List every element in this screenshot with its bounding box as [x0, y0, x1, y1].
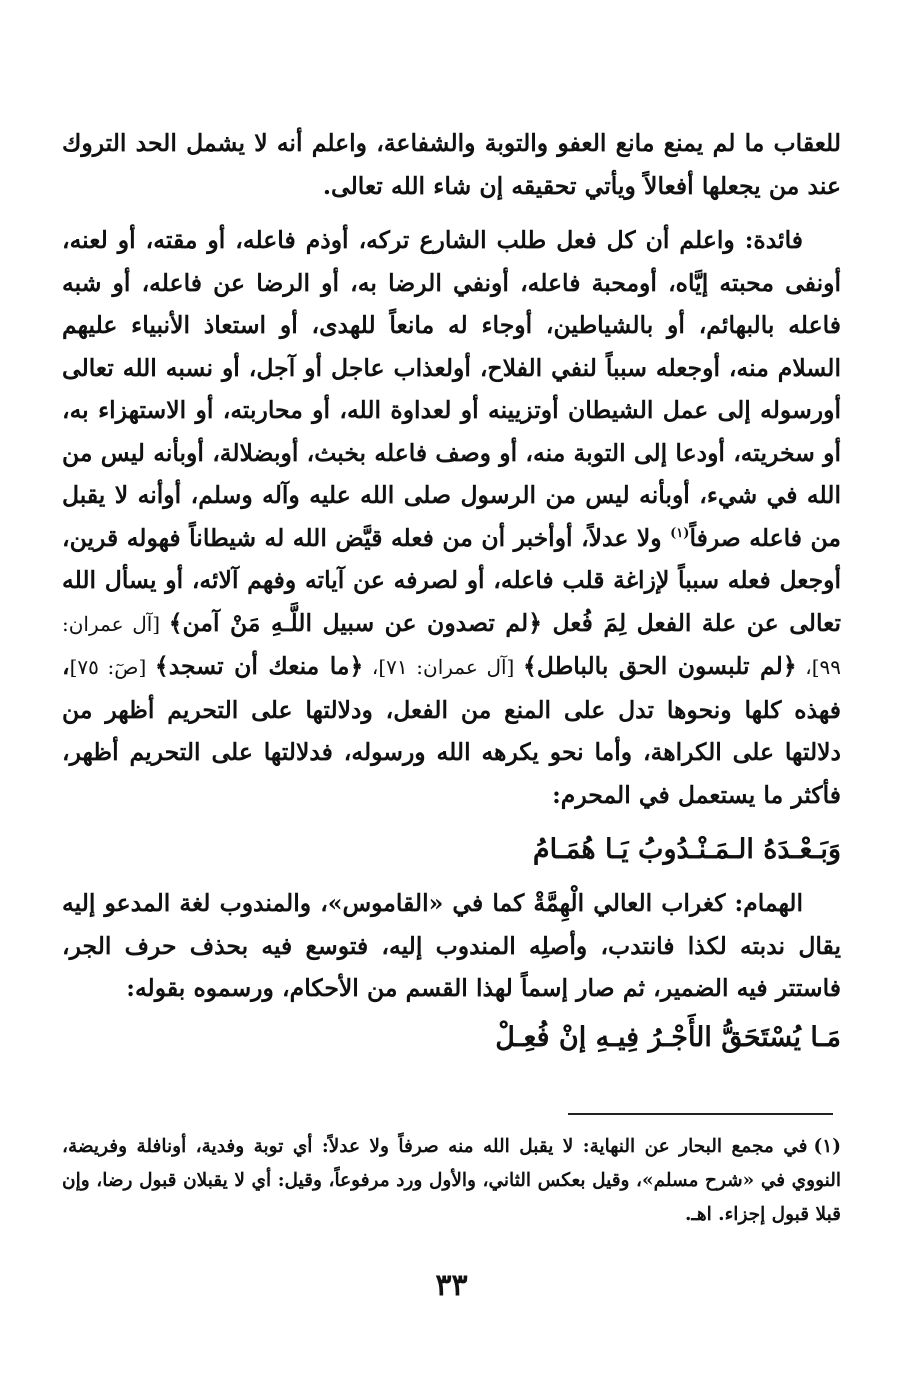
quran-quote-1: ﴿لم تصدون عن سبيل اللَّـهِ مَنْ آمن﴾ [168, 608, 542, 637]
faida-text-end: ، فهذه كلها ونحوها تدل على المنع من الفعل، ودلالتها على التحريم أظهر من دلالتها على الكراهة، وأما نحو يكرهه الله ورسوله، فدلالتها على التحريم أظهر، فأكثر ما يستعمل في المحرم: [62, 652, 841, 809]
quran-quote-3: ﴿ما منعك أن تسجد﴾ [154, 652, 364, 680]
faida-text-before-note: فائدة: واعلم أن كل فعل طلب الشارع تركه، أوذم فاعله، أو مقته، أو لعنه، أونفى محبته إيَّاه، أومحبة فاعله، أونفي الرضا به، أو الرضا عن فاعله، أو شبه فاعله بالبهائم، أو بالشياطين، أوجاء له مانعاً للهدى، أو استعاذ الأنبياء عليهم السلام منه، أوجعله سبباً لنفي الفلاح، أولعذاب عاجل أو آجل، أو نسبه الله تعالى أورسوله إلى عمل الشيطان أوتزيينه أو لعداوة الله، أو محاربته، أو الاستهزاء به، أو سخريته، أودعا إلى التوبة منه، أو وصف فاعله بخبث، أوبضلالة، أوبأنه ليس من الله في شيء، أوبأنه ليس من الرسول صلى الله عليه وآله وسلم، أوأنه لا يقبل من فاعله صرفاً [62, 226, 841, 552]
footnote-number: (١) [813, 1136, 841, 1157]
poem-verse-1: وَبَـعْـدَهُ الـمَـنْـدُوبُ يَـا هُمَـامُ [532, 834, 841, 865]
quran-quote-2: ﴿لم تلبسون الحق بالباطل﴾ [523, 652, 797, 680]
footnote-text: في مجمع البحار عن النهاية: لا يقبل الله منه صرفاً ولا عدلاً: أي توبة وفدية، أونافلة وفريضة، النووي في «شرح مسلم»، وقيل بعكس الثاني، والأول ورد مرفوعاً، وقيل: أي لا يقبلان قبول رضا، وإن قبلا قبول إجزاء. اهـ. [62, 1136, 841, 1225]
paragraph-faida [62, 219, 841, 816]
faida-text-after-note: ولا عدلاً، أوأخبر أن من فعله قيَّض الله له شيطاناً فهوله قرين، أوجعل فعله سبباً لإزاغة قلب فاعله، أو لصرفه عن آياته وفهم آلائه، أو يسأل الله تعالى عن علة الفعل لِمَ فُعل [62, 523, 841, 637]
main-text [62, 122, 841, 1060]
paragraph-continuation: للعقاب ما لم يمنع مانع العفو والتوبة والشفاعة، واعلم أنه لا يشمل الحد التروك عند من يجعلها أفعالاً ويأتي تحقيقه إن شاء الله تعالى. [62, 129, 841, 200]
footnote-section [62, 1130, 841, 1232]
poem-verse-2: مَـا يُسْتَحَقُّ الأَجْـرُ فِيـهِ إنْ فُعِـلْ [495, 1021, 841, 1053]
quran-reference-2: [آل عمران: ٧١]، [363, 655, 523, 679]
page-number: ٣٣ [435, 1268, 468, 1303]
quran-reference-3: [صٓ: ٧٥] [69, 655, 155, 679]
paragraph-humam: الهمام: كغراب العالي الْهِمَّةْ كما في «القاموس»، والمندوب لغة المدعو إليه يقال ندبته لكذا فانتدب، وأصلِه المندوب إليه، فتوسع فيه بحذف حرف الجر، فاستتر فيه الضمير، ثم صار إسماً لهذا القسم من الأحكام، ورسموه بقوله: [62, 889, 841, 1002]
footnote-divider [568, 1113, 833, 1115]
footnote-reference[interactable]: (١) [670, 525, 690, 541]
quran-reference-1: [آل عمران: ٩٩]، [62, 611, 841, 679]
